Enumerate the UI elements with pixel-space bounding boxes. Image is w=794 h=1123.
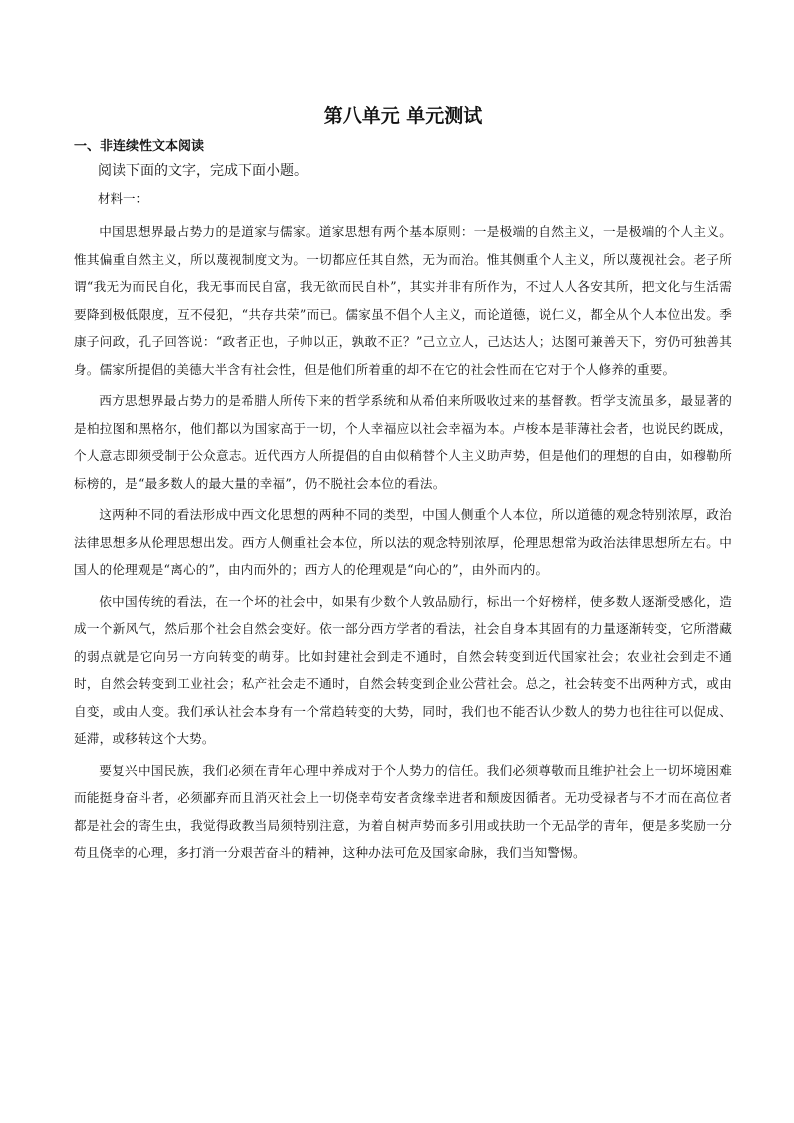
section-heading: 一、非连续性文本阅读 (74, 139, 205, 154)
paragraph-3: 这两种不同的看法形成中西文化思想的两种不同的类型，中国人侧重个人本位，所以道德的观念特别浓厚，政治法律思想多从伦理思想出发。西方人侧重社会本位，所以法的观念特别浓厚，伦理思想常为政治法律思想所左右。中国人的伦理观是“离心的”，由内而外的；西方人的伦理观是“向心的”，由外而内的。 (74, 507, 732, 577)
material-label: 材料一： (98, 191, 149, 206)
paragraph-1: 中国思想界最占势力的是道家与儒家。道家思想有两个基本原则：一是极端的自然主义，一是极端的个人主义。惟其偏重自然主义，所以蔑视制度文为。一切都应任其自然，无为而治。惟其侧重个人主义，所以蔑视社会。老子所谓“我无为而民自化，我无事而民自富，我无欲而民自朴”，其实并非有所作为，不过人人各安其所，把文化与生活需要降到极低限度，互不侵犯，“共存共荣”而已。儒家虽不倡个人主义，而论道德，说仁义，都全从个人本位出发。季康子问政，孔子回答说：“政者正也，子帅以正，孰敢不正？”己立立人，己达达人；达图可兼善天下，穷仍可独善其身。儒家所提倡的美德大半含有社会性，但是他们所着重的却不在它的社会性而在它对于个人修养的重要。 (74, 224, 732, 377)
paragraph-2: 西方思想界最占势力的是希腊人所传下来的哲学系统和从希伯来所吸收过来的基督教。哲学支流虽多，最显著的是柏拉图和黑格尔，他们都以为国家高于一切，个人幸福应以社会幸福为本。卢梭本是菲薄社会者，也说民约既成，个人意志即须受制于公众意志。近代西方人所提倡的自由似稍替个人主义助声势，但是他们的理想的自由，如穆勒所标榜的，是“最多数人的最大量的幸福”，仍不脱社会本位的看法。 (74, 393, 732, 491)
paragraph-5: 要复兴中国民族，我们必须在青年心理中养成对于个人势力的信任。我们必须尊敬而且维护社会上一切坏境困难而能挺身奋斗者，必须鄙弃而且消灭社会上一切侥幸苟安者贪缘幸进者和颓废因循者。无功受禄者与不才而在高位者都是社会的寄生虫，我觉得政教当局须特别注意，为着自树声势而多引用或扶助一个无品学的青年，便是多奖励一分苟且侥幸的心理，多打消一分艰苦奋斗的精神，这种办法可危及国家命脉，我们当知警惕。 (74, 762, 732, 860)
page-title: 第八单元 单元测试 (323, 105, 483, 127)
paragraph-4: 依中国传统的看法，在一个坏的社会中，如果有少数个人敦品励行，标出一个好榜样，使多数人逐渐受感化，造成一个新风气，然后那个社会自然会变好。依一部分西方学者的看法，社会自身本其固有的力量逐渐转变，它所潜藏的弱点就是它向另一方向转变的萌芽。比如封建社会到走不通时，自然会转变到近代国家社会；农业社会到走不通时，自然会转变到工业社会；私产社会走不通时，自然会转变到企业公营社会。总之，社会转变不出两种方式，或由自变，或由人变。我们承认社会本身有一个常趋转变的大势，同时，我们也不能否认少数人的势力也往往可以促成、延滞，或移转这个大势。 (74, 593, 732, 746)
reading-instruction: 阅读下面的文字，完成下面小题。 (98, 163, 308, 179)
